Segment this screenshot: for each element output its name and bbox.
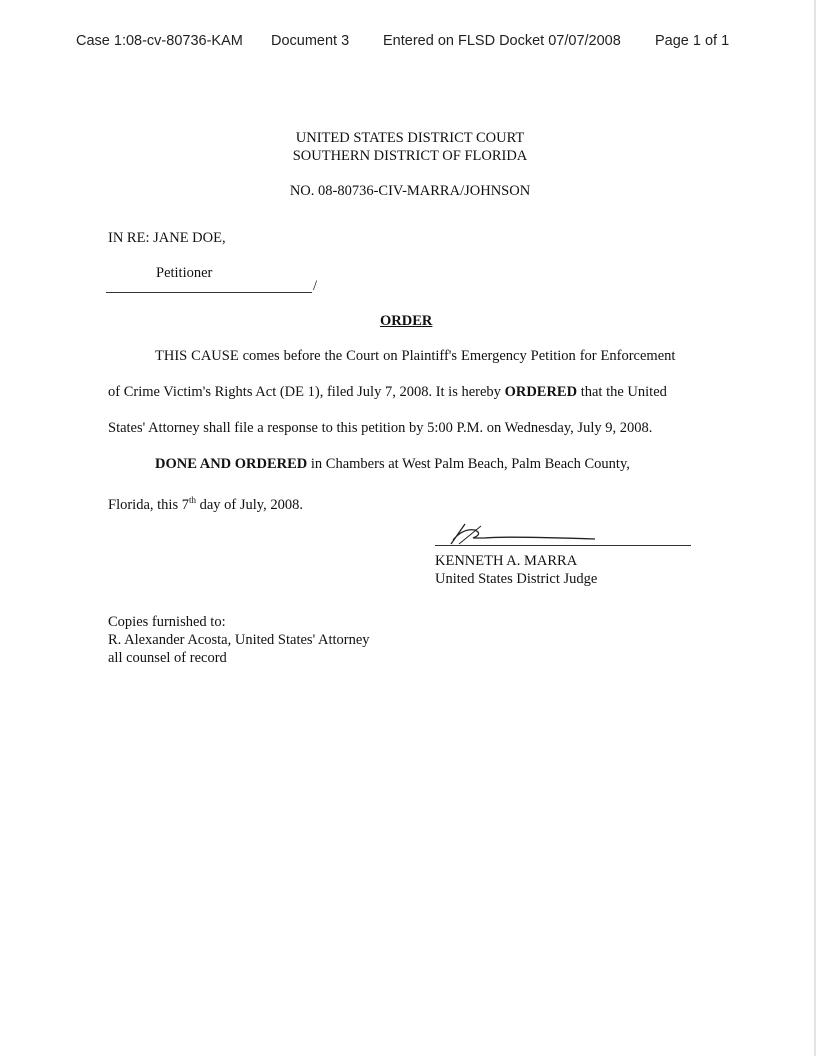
text-run: day of July, 2008.: [195, 496, 303, 513]
header-page: Page 1 of 1: [655, 33, 730, 49]
caption-rule: [106, 292, 312, 293]
ordered-bold: ORDERED: [504, 384, 578, 400]
superscript: th: [188, 495, 196, 505]
order-text-line: [108, 383, 667, 401]
text-run: in Chambers at West Palm Beach, Palm Beach County,: [307, 456, 630, 472]
header-document: Document 3: [271, 33, 350, 49]
order-text-line: [108, 491, 303, 514]
text-run: that the United: [577, 384, 667, 400]
text-run: of Crime Victim's Rights Act (DE 1), filed July 7, 2008. It is hereby: [108, 384, 505, 400]
copies-label: Copies furnished to:: [108, 614, 226, 630]
copies-recipient: R. Alexander Acosta, United States' Attorney: [108, 632, 370, 648]
order-text-line: States' Attorney shall file a response to this petition by 5:00 P.M. on Wednesday, July 9, 2008.: [108, 420, 653, 436]
order-text-line: THIS CAUSE comes before the Court on Plaintiff's Emergency Petition for Enforcement: [155, 348, 676, 364]
in-re: IN RE: JANE DOE,: [108, 230, 226, 246]
header-case-number: Case 1:08-cv-80736-KAM: [76, 33, 243, 49]
copies-recipient: all counsel of record: [108, 650, 227, 666]
text-run: Florida, this 7: [108, 496, 189, 513]
judge-name: KENNETH A. MARRA: [435, 553, 578, 569]
judge-title: United States District Judge: [435, 571, 598, 587]
court-name: UNITED STATES DISTRICT COURT: [295, 130, 525, 146]
done-and-ordered-bold: DONE AND ORDERED: [155, 456, 308, 472]
order-text-line: [155, 455, 630, 473]
case-number: NO. 08-80736-CIV-MARRA/JOHNSON: [289, 183, 531, 199]
header-entered: Entered on FLSD Docket 07/07/2008: [383, 33, 621, 49]
signature-line: [435, 545, 691, 546]
caption-slash: /: [313, 278, 318, 294]
order-title: ORDER: [380, 313, 433, 329]
court-district: SOUTHERN DISTRICT OF FLORIDA: [292, 148, 528, 164]
party-label: Petitioner: [156, 265, 213, 281]
